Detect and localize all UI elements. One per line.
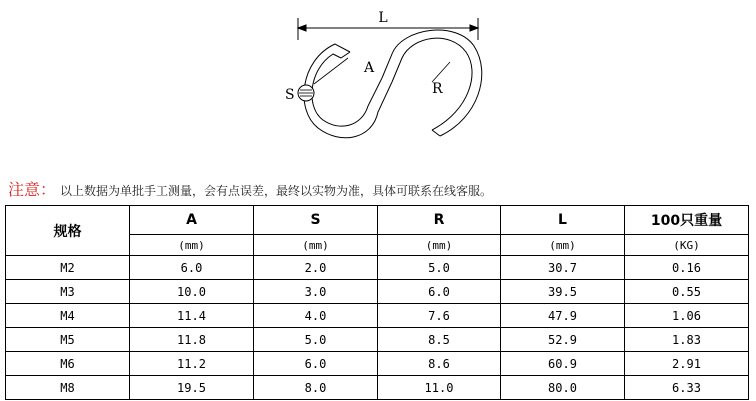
cell-s: 8.0: [254, 376, 378, 400]
cell-spec: M3: [6, 280, 130, 304]
header-r: R: [378, 206, 501, 235]
cell-r: 8.6: [378, 352, 501, 376]
cell-spec: M4: [6, 304, 130, 328]
cell-weight: 2.91: [625, 352, 749, 376]
table-row: [6, 256, 749, 280]
dimension-l: [298, 18, 478, 40]
label-a: A: [364, 60, 375, 76]
unit-a: (mm): [130, 235, 254, 256]
table-row: [6, 304, 749, 328]
unit-weight: (KG): [625, 235, 749, 256]
cell-r: 11.0: [378, 376, 501, 400]
cell-weight: 1.06: [625, 304, 749, 328]
cell-s: 5.0: [254, 328, 378, 352]
cell-a: 11.2: [130, 352, 254, 376]
cell-weight: 1.83: [625, 328, 749, 352]
cell-a: 11.4: [130, 304, 254, 328]
table-row: [6, 280, 749, 304]
s-hook-outline: [304, 30, 482, 138]
unit-l: (mm): [501, 235, 625, 256]
spec-table: [5, 205, 749, 400]
cell-l: 39.5: [501, 280, 625, 304]
cell-r: 7.6: [378, 304, 501, 328]
measurement-note: [8, 178, 492, 202]
cell-r: 6.0: [378, 280, 501, 304]
unit-r: (mm): [378, 235, 501, 256]
cell-l: 80.0: [501, 376, 625, 400]
cell-a: 6.0: [130, 256, 254, 280]
label-l: L: [378, 10, 388, 26]
unit-s: (mm): [254, 235, 378, 256]
cell-weight: 0.55: [625, 280, 749, 304]
cell-weight: 0.16: [625, 256, 749, 280]
dimension-r: [432, 62, 450, 82]
header-a: A: [130, 206, 254, 235]
label-r: R: [432, 81, 443, 97]
header-l: L: [501, 206, 625, 235]
cell-l: 52.9: [501, 328, 625, 352]
header-spec: 规格: [6, 206, 130, 256]
dimension-a: [314, 58, 348, 84]
header-row: [6, 206, 749, 235]
cell-spec: M8: [6, 376, 130, 400]
cell-a: 10.0: [130, 280, 254, 304]
cell-r: 8.5: [378, 328, 501, 352]
cell-l: 30.7: [501, 256, 625, 280]
cell-spec: M6: [6, 352, 130, 376]
cell-spec: M5: [6, 328, 130, 352]
cell-s: 4.0: [254, 304, 378, 328]
table-row: [6, 328, 749, 352]
header-s: S: [254, 206, 378, 235]
note-label: 注意：: [8, 180, 57, 199]
wire-section: [298, 85, 314, 101]
cell-r: 5.0: [378, 256, 501, 280]
cell-l: 47.9: [501, 304, 625, 328]
cell-a: 19.5: [130, 376, 254, 400]
s-hook-diagram: [0, 0, 756, 170]
cell-a: 11.8: [130, 328, 254, 352]
cell-l: 60.9: [501, 352, 625, 376]
table-row: [6, 352, 749, 376]
cell-spec: M2: [6, 256, 130, 280]
label-s: S: [285, 87, 295, 103]
cell-s: 6.0: [254, 352, 378, 376]
table-row: [6, 376, 749, 400]
cell-s: 2.0: [254, 256, 378, 280]
header-weight: 100只重量: [625, 206, 749, 235]
note-text: 以上数据为单批手工测量，会有点误差，最终以实物为准，具体可联系在线客服。: [60, 184, 493, 198]
cell-s: 3.0: [254, 280, 378, 304]
cell-weight: 6.33: [625, 376, 749, 400]
